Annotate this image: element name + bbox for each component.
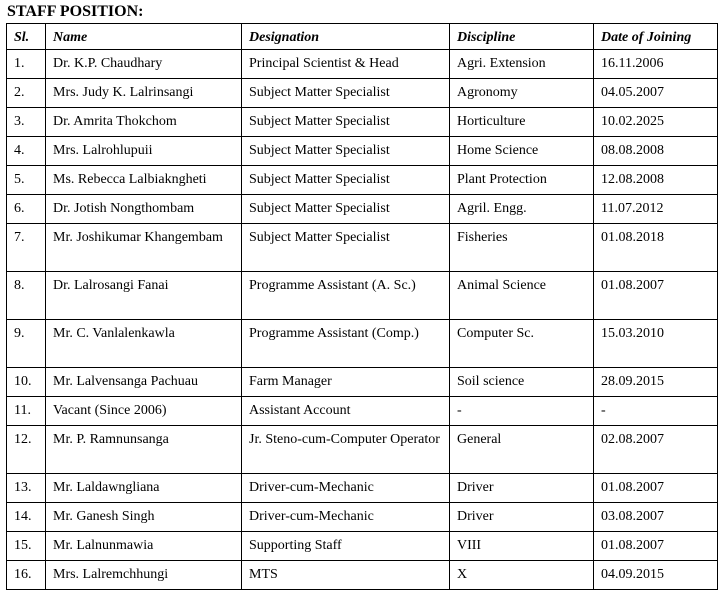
cell-sl: 16. xyxy=(7,561,46,590)
header-sl: Sl. xyxy=(7,24,46,50)
cell-designation: Jr. Steno-cum-Computer Operator xyxy=(242,426,450,474)
cell-discipline: Agril. Engg. xyxy=(450,195,594,224)
table-row xyxy=(7,79,718,108)
cell-discipline: VIII xyxy=(450,532,594,561)
cell-date-of-joining: 10.02.2025 xyxy=(594,108,718,137)
header-row xyxy=(7,24,718,50)
cell-name: Mrs. Lalremchhungi xyxy=(46,561,242,590)
cell-date-of-joining: 12.08.2008 xyxy=(594,166,718,195)
table-row xyxy=(7,320,718,368)
cell-name: Ms. Rebecca Lalbiakngheti xyxy=(46,166,242,195)
cell-sl: 9. xyxy=(7,320,46,368)
cell-discipline: Animal Science xyxy=(450,272,594,320)
cell-name: Vacant (Since 2006) xyxy=(46,397,242,426)
cell-sl: 13. xyxy=(7,474,46,503)
cell-name: Dr. K.P. Chaudhary xyxy=(46,50,242,79)
cell-sl: 6. xyxy=(7,195,46,224)
cell-discipline: Agri. Extension xyxy=(450,50,594,79)
table-row xyxy=(7,561,718,590)
cell-discipline: General xyxy=(450,426,594,474)
cell-date-of-joining: 28.09.2015 xyxy=(594,368,718,397)
table-row xyxy=(7,474,718,503)
cell-date-of-joining: 01.08.2007 xyxy=(594,474,718,503)
cell-discipline: Computer Sc. xyxy=(450,320,594,368)
cell-sl: 10. xyxy=(7,368,46,397)
cell-designation: Subject Matter Specialist xyxy=(242,79,450,108)
cell-discipline: Horticulture xyxy=(450,108,594,137)
table-body xyxy=(7,50,718,590)
cell-date-of-joining: 11.07.2012 xyxy=(594,195,718,224)
cell-name: Mr. C. Vanlalenkawla xyxy=(46,320,242,368)
cell-discipline: X xyxy=(450,561,594,590)
cell-date-of-joining: 16.11.2006 xyxy=(594,50,718,79)
table-row xyxy=(7,272,718,320)
cell-name: Dr. Amrita Thokchom xyxy=(46,108,242,137)
cell-discipline: Agronomy xyxy=(450,79,594,108)
cell-date-of-joining: 01.08.2018 xyxy=(594,224,718,272)
cell-date-of-joining: 08.08.2008 xyxy=(594,137,718,166)
cell-name: Mrs. Judy K. Lalrinsangi xyxy=(46,79,242,108)
cell-date-of-joining: 04.05.2007 xyxy=(594,79,718,108)
cell-sl: 14. xyxy=(7,503,46,532)
cell-name: Mr. P. Ramnunsanga xyxy=(46,426,242,474)
cell-designation: MTS xyxy=(242,561,450,590)
cell-designation: Supporting Staff xyxy=(242,532,450,561)
cell-designation: Driver-cum-Mechanic xyxy=(242,503,450,532)
cell-designation: Subject Matter Specialist xyxy=(242,137,450,166)
staff-table xyxy=(6,23,718,590)
cell-designation: Principal Scientist & Head xyxy=(242,50,450,79)
cell-sl: 7. xyxy=(7,224,46,272)
cell-discipline: Plant Protection xyxy=(450,166,594,195)
cell-sl: 3. xyxy=(7,108,46,137)
document-title: STAFF POSITION: xyxy=(7,3,144,20)
cell-date-of-joining: 15.03.2010 xyxy=(594,320,718,368)
cell-discipline: Driver xyxy=(450,474,594,503)
table-row xyxy=(7,503,718,532)
table-row xyxy=(7,224,718,272)
cell-date-of-joining: - xyxy=(594,397,718,426)
table-row xyxy=(7,195,718,224)
header-designation: Designation xyxy=(242,24,450,50)
header-name: Name xyxy=(46,24,242,50)
cell-sl: 8. xyxy=(7,272,46,320)
cell-name: Mrs. Lalrohlupuii xyxy=(46,137,242,166)
cell-name: Mr. Laldawngliana xyxy=(46,474,242,503)
cell-sl: 5. xyxy=(7,166,46,195)
cell-date-of-joining: 03.08.2007 xyxy=(594,503,718,532)
cell-discipline: Home Science xyxy=(450,137,594,166)
cell-sl: 2. xyxy=(7,79,46,108)
table-row xyxy=(7,108,718,137)
cell-name: Mr. Lalvensanga Pachuau xyxy=(46,368,242,397)
table-row xyxy=(7,50,718,79)
cell-designation: Programme Assistant (Comp.) xyxy=(242,320,450,368)
cell-sl: 1. xyxy=(7,50,46,79)
table-row xyxy=(7,166,718,195)
table-row xyxy=(7,426,718,474)
cell-designation: Driver-cum-Mechanic xyxy=(242,474,450,503)
cell-sl: 4. xyxy=(7,137,46,166)
cell-name: Mr. Ganesh Singh xyxy=(46,503,242,532)
table-row xyxy=(7,368,718,397)
cell-discipline: Driver xyxy=(450,503,594,532)
table-row xyxy=(7,397,718,426)
cell-designation: Programme Assistant (A. Sc.) xyxy=(242,272,450,320)
cell-discipline: Fisheries xyxy=(450,224,594,272)
table-row xyxy=(7,137,718,166)
cell-designation: Subject Matter Specialist xyxy=(242,195,450,224)
cell-name: Mr. Lalnunmawia xyxy=(46,532,242,561)
header-discipline: Discipline xyxy=(450,24,594,50)
cell-sl: 12. xyxy=(7,426,46,474)
table-row xyxy=(7,532,718,561)
cell-date-of-joining: 01.08.2007 xyxy=(594,532,718,561)
cell-date-of-joining: 04.09.2015 xyxy=(594,561,718,590)
cell-designation: Subject Matter Specialist xyxy=(242,166,450,195)
cell-name: Dr. Lalrosangi Fanai xyxy=(46,272,242,320)
cell-name: Mr. Joshikumar Khangembam xyxy=(46,224,242,272)
cell-designation: Subject Matter Specialist xyxy=(242,108,450,137)
cell-name: Dr. Jotish Nongthombam xyxy=(46,195,242,224)
cell-designation: Subject Matter Specialist xyxy=(242,224,450,272)
cell-designation: Assistant Account xyxy=(242,397,450,426)
cell-designation: Farm Manager xyxy=(242,368,450,397)
cell-discipline: - xyxy=(450,397,594,426)
cell-discipline: Soil science xyxy=(450,368,594,397)
cell-date-of-joining: 01.08.2007 xyxy=(594,272,718,320)
header-date-of-joining: Date of Joining xyxy=(594,24,718,50)
cell-sl: 15. xyxy=(7,532,46,561)
cell-sl: 11. xyxy=(7,397,46,426)
cell-date-of-joining: 02.08.2007 xyxy=(594,426,718,474)
